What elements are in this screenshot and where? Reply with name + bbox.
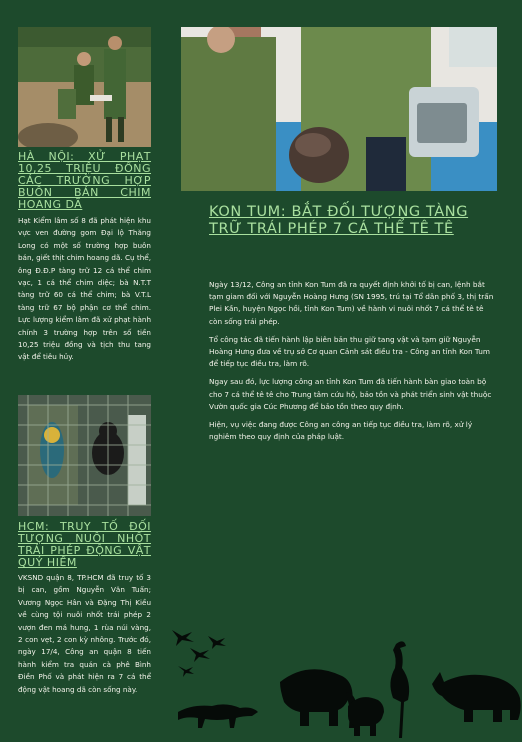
wildlife-silhouettes-icon bbox=[150, 622, 522, 742]
main-paragraph-1: Ngày 13/12, Công an tỉnh Kon Tum đã ra quyết định khởi tố bị can, lệnh bắt tạm giam đối với Nguyễn Hoàng Hưng (SN 1995, trú tại Tổ dân phố 3, thị trấn Plei Kần, huyện Ngọc hồi, tỉnh Kon Tum) về hành vi nuôi nhốt 7 cá thể tê tê còn sống trái phép. bbox=[209, 280, 494, 326]
story2-headline: HCM: TRUY TỐ ĐỐI TƯỢNG NUÔI NHỐT TRÁI PHÉP ĐỘNG VẬT QUÝ HIẾM bbox=[18, 520, 151, 569]
story2-body: VKSND quận 8, TP.HCM đã truy tố 3 bị can, gồm Nguyễn Văn Tuấn; Vương Ngọc Hân và Đặng Thị Kiều về cùng tội nuôi nhốt trái phép 2 vượn đen má hung, 1 rùa núi vàng, 2 con vẹt, 2 con kỳ nhông. Trước đó, ngày 17/4, Công an quận 8 tiến hành kiểm tra quán cà phê Bình Điền Phố và phát hiện ra 7 cá thể động vật hoang dã còn sống này. bbox=[18, 573, 151, 694]
main-headline-box bbox=[209, 204, 499, 238]
story2-body-box bbox=[18, 572, 151, 696]
main-photo bbox=[181, 27, 497, 191]
caged-animals-icon bbox=[18, 395, 151, 516]
story2-headline-box bbox=[18, 521, 151, 569]
story1-headline-box bbox=[18, 151, 151, 211]
main-paragraph-2: Tổ công tác đã tiến hành lập biên bản thu giữ tang vật và tạm giữ Nguyễn Hoàng Hưng đưa về trụ sở Cơ quan Cảnh sát điều tra - Công an tỉnh Kon Tum để tiếp tục điều tra, làm rõ. bbox=[209, 334, 491, 369]
main-paragraph-3: Ngay sau đó, lực lượng công an tỉnh Kon Tum đã tiến hành bàn giao toàn bộ cho 7 cá thể tê tê cho Trung tâm cứu hộ, bảo tồn và phát triển sinh vật thuộc Vườn quốc gia Cúc Phương để bảo tồn theo quy định. bbox=[209, 377, 492, 411]
main-body bbox=[209, 279, 498, 449]
story1-headline: HÀ NỘI: XỬ PHẠT 10,25 TRIỆU ĐỒNG CÁC TRƯỜNG HỢP BUÔN BÁN CHIM HOANG DÃ bbox=[18, 150, 151, 211]
main-paragraph-4: Hiện, vụ việc đang được Công an công an tiếp tục điều tra, làm rõ, xử lý nghiêm theo quy định của pháp luật. bbox=[209, 420, 473, 442]
story1-photo bbox=[18, 27, 151, 147]
main-headline: KON TUM: BẮT ĐỐI TƯỢNG TÀNG TRỮ TRÁI PHÉP 7 CÁ THỂ TÊ TÊ bbox=[209, 204, 469, 237]
story1-body: Hạt Kiểm lâm số 8 đã phát hiện khu vực ven đường gom Đại lộ Thăng Long có một số trường hợp buôn bán, giết thịt chim hoang dã. Cụ thể, ông Đ.Đ.P tàng trữ 12 cá thể chim vạc, 1 cá thể chim diệc; bà N.T.T tàng trữ 60 cá thể chim; bà V.T.L tàng trữ 67 bộ phận cơ thể chim. Lực lượng kiểm lâm đã xử phạt hành chính 3 trường hợp trên số tiền 10,25 triệu đồng và tịch thu tang vật để tiêu hủy. bbox=[18, 216, 151, 362]
story2-photo bbox=[18, 395, 151, 516]
officers-holding-pangolin-icon bbox=[181, 27, 497, 191]
story1-body-box bbox=[18, 215, 151, 364]
officers-with-confiscated-birds-icon bbox=[18, 27, 151, 147]
